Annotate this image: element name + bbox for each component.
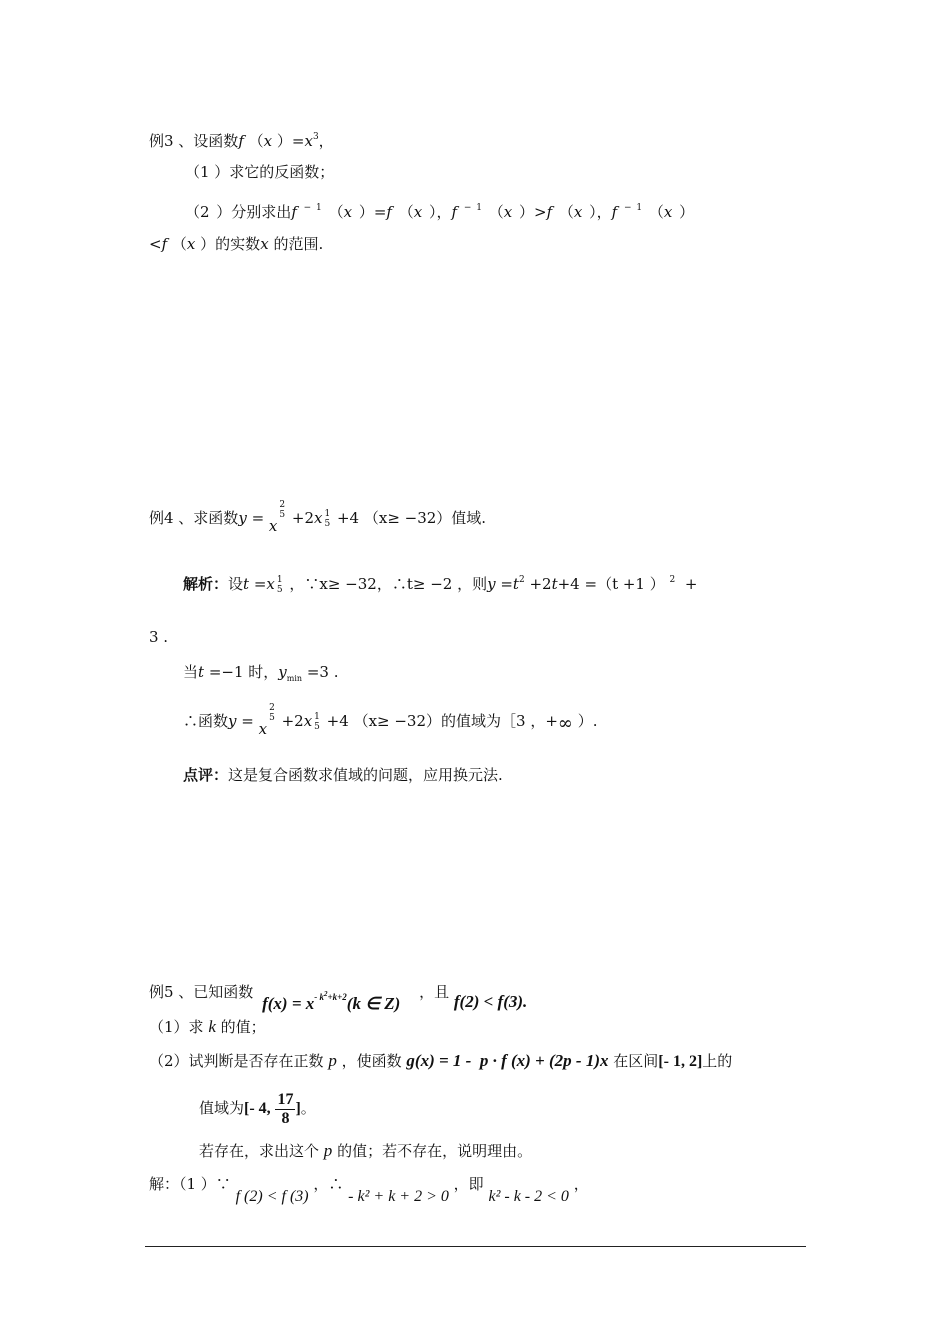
ex5-sol-a: f (2) < f (3) [235, 1188, 309, 1205]
ex3-q2-tail: 的范围. [273, 235, 324, 253]
ex5-q2-pre: （2）试判断是否存在正数 [149, 1052, 324, 1070]
ex5-q2-end: 上的 [702, 1052, 733, 1070]
ex4-conclusion-line: ∴函数y = x 2 5 +2x 1 5 +4 （x≥ −32）的值域为［3 ，+∞ ）. [183, 703, 598, 738]
ex5-range-line [199, 1085, 316, 1131]
when-end: =3 . [306, 663, 339, 681]
ex3-title-line: 例3 、设函数f （x ）$=x^3$， [149, 132, 334, 150]
infinity-symbol: ∞ [557, 713, 573, 734]
ex5-exist-pre: 若存在，求出这个 [199, 1142, 320, 1160]
ex5-range-end: 。 [300, 1099, 316, 1117]
ex5-range-a: [- 4, [244, 1100, 271, 1117]
ex5-q1-var: k [208, 1017, 216, 1036]
ex5-q2-interval: [- 1, 2] [658, 1053, 703, 1070]
ex5-solution-line [149, 1174, 589, 1208]
ex5-range-pre: 值域为 [199, 1099, 245, 1117]
analysis-mid: ，∵x≥ −32，∴t≥ −2 ，则 [289, 575, 488, 593]
ex5-title-line [149, 972, 528, 1013]
ex3-title: 例3 、设函数 [149, 132, 239, 150]
conclusion-close: ）. [577, 712, 598, 730]
ex5-range-den: 8 [281, 1109, 290, 1127]
ex5-q2-mid: ，使函数 [341, 1052, 402, 1070]
comment-text: 这是复合函数求值域的问题，应用换元法. [228, 766, 503, 784]
ex5-sol-ji: ，即 [453, 1175, 484, 1193]
analysis-end: =（t +1 ） [584, 575, 665, 593]
ex4-title: 例4 、求函数 [149, 509, 239, 527]
ex4-analysis-line2: 3 . [149, 628, 169, 646]
ex3-q1: （1 ）求它的反函数； [185, 163, 335, 181]
ex5-q1-end: 的值； [220, 1018, 266, 1036]
ex5-sol-pre: 解：（1 ）∵ [149, 1175, 231, 1193]
ex5-q2 [149, 1051, 732, 1072]
when-mid: =−1 时， [208, 663, 279, 681]
ex5-q2-var: p [328, 1051, 337, 1070]
ex5-sol-b: - k² + k + 2 > 0 [348, 1188, 449, 1205]
var-x: x [263, 132, 273, 150]
ex5-title: 例5 、已知函数 [149, 983, 254, 1001]
ex5-sol-comma2: ， [573, 1175, 589, 1193]
ex3-q2-line2: <f （x ）的实数x 的范围. [149, 235, 324, 253]
ex5-range-num: 17 [277, 1090, 294, 1108]
analysis-label: 解析： [183, 575, 229, 593]
comment-label: 点评： [183, 766, 229, 784]
ex3-q2-prefix: （2 ）分别求出 [185, 203, 292, 221]
ex5-g-def: g(x) = 1 - p · f (x) + (2p - 1)x [406, 1051, 609, 1070]
var-x: x [304, 132, 313, 150]
conclusion-post: （x≥ −32）的值域为［3 ，+ [353, 712, 558, 730]
ex4-comment-line [183, 765, 503, 785]
ex5-range-fraction [275, 1091, 295, 1128]
ex5-func-def: $f(x) = x^{- k^2+k+2}(k$ ∈ Z) [262, 990, 401, 1013]
ex5-exist-line [199, 1141, 532, 1161]
exp-3: 3 [312, 132, 319, 142]
ex5-sol-c: k² - k - 2 < 0 [488, 1188, 569, 1205]
ex5-exist-var: p [323, 1141, 333, 1160]
ex5-range-close: ] [295, 1100, 301, 1117]
ex4-when-line: 当t =−1 时，$y_{min} =3$ . [183, 663, 339, 683]
when-label: 当 [183, 663, 199, 681]
ex4-analysis-line: 解析：设t =x 1 5 ，∵x≥ −32，∴t≥ −2 ，则$y =t^2 +2t+4 =(t +1$ ） $^2$ + [183, 575, 698, 595]
ex5-q1-text: （1）求 [149, 1018, 204, 1036]
analysis-plus: + [684, 575, 698, 593]
analysis-set: 设 [228, 575, 244, 593]
ex3-func: f [238, 132, 244, 150]
ex4-title-line: 例4 、求函数y = x 2 5 +2x 1 5 +4 （x≥ −32）值域. [149, 500, 487, 535]
ex5-cond: f(2) < f(3). [453, 992, 528, 1011]
footer-rule [145, 1246, 806, 1247]
ex3-q2-end: 的实数 [215, 235, 261, 253]
ex5-sol-comma1: ，∴ [313, 1175, 344, 1193]
ex4-domain: （x≥ −32）值域. [363, 509, 487, 527]
ex5-and: ，且 [419, 983, 450, 1001]
ex5-q2-interval-pre: 在区间 [613, 1052, 659, 1070]
ex5-exist-post: 的值；若不存在，说明理由。 [337, 1142, 533, 1160]
ex5-q1 [149, 1017, 266, 1037]
ex3-q2-line1: （2 ）分别求出f $^{- 1}$ （x ）=f （x ），f $^{- 1}$ （x ）>f （x ），f $^{- 1}$ （x ） [185, 203, 695, 221]
conclusion-pre: ∴函数 [183, 712, 229, 730]
